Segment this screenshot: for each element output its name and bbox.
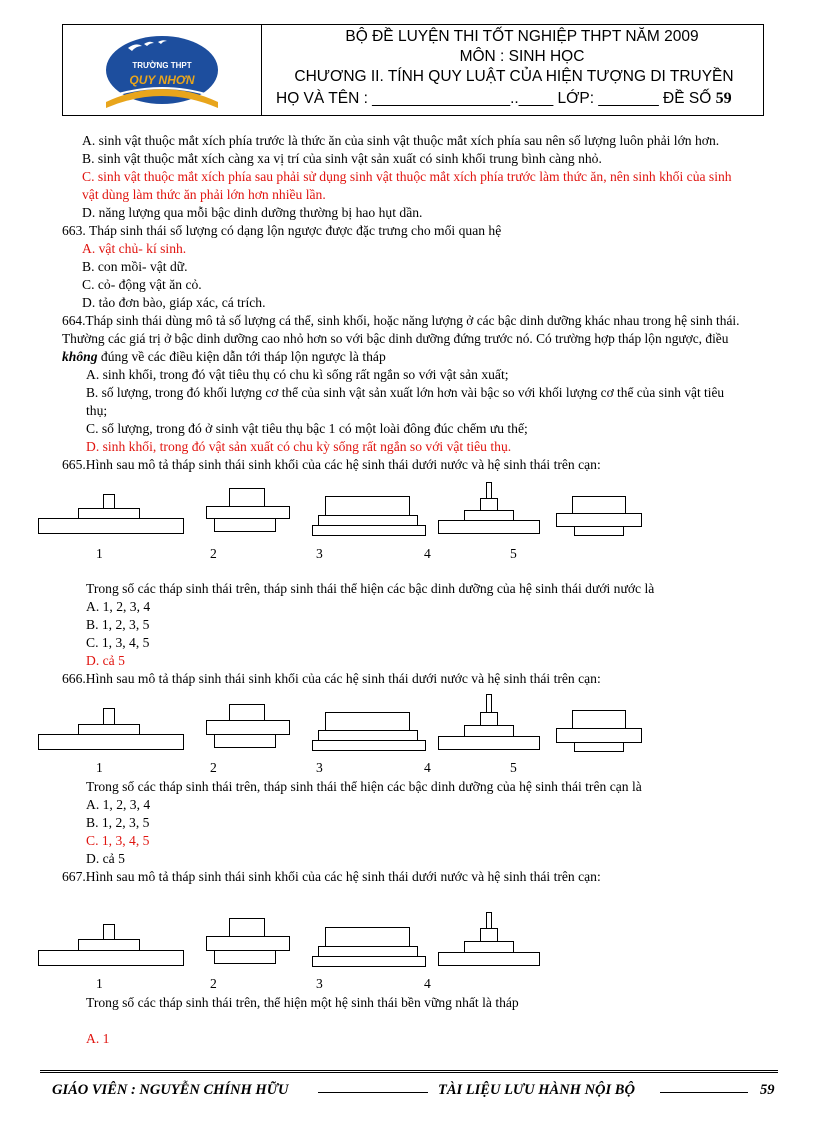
q666-option-a: A. 1, 2, 3, 4: [86, 797, 151, 812]
pyramid-2-middle: [206, 506, 290, 519]
q667-label-4: 4: [424, 976, 431, 991]
q666-option-b: B. 1, 2, 3, 5: [86, 815, 150, 830]
footer-teacher: GIÁO VIÊN : NGUYỄN CHÍNH HỮU: [52, 1082, 289, 1098]
q663-option-b: B. con mồi- vật dữ.: [82, 259, 188, 274]
pyramid-2-middle: [206, 720, 290, 735]
q667-label-1: 1: [96, 976, 103, 991]
pyramid-5-middle: [556, 728, 642, 743]
header-line4: [276, 90, 732, 108]
pyramid-2-base: [214, 734, 276, 748]
q664-option-b-line1: B. số lượng, trong đó khối lượng cơ thể của sinh vật sản xuất lớn hơn vài bậc so với khối lượng cơ thể của sinh vật tiêu: [86, 385, 725, 400]
q665-stem: 665.Hình sau mô tả tháp sinh thái sinh khối của các hệ sinh thái dưới nước và hệ sinh thái trên cạn:: [62, 457, 601, 472]
q662-option-b: B. sinh vật thuộc mắt xích càng xa vị trí của sinh vật sản xuất có sinh khối trung bình càng nhỏ.: [82, 151, 602, 166]
pyramid-3-top: [325, 712, 410, 731]
q666-question: Trong số các tháp sinh thái trên, tháp sinh thái thể hiện các bậc dinh dưỡng của hệ sinh thái trên cạn là: [86, 779, 642, 794]
q665-option-d: D. cả 5: [86, 653, 125, 668]
pyramid-3-middle: [318, 730, 418, 741]
q666-option-d: D. cả 5: [86, 851, 125, 866]
header-line3: CHƯƠNG II. TÍNH QUY LUẬT CỦA HIỆN TƯỢNG DI TRUYỀN: [294, 68, 734, 85]
q664-stem-line1: 664.Tháp sinh thái dùng mô tả số lượng cá thể, sinh khối, hoặc năng lượng ở các bậc dinh dưỡng khác nhau trong hệ sinh thái.: [62, 313, 740, 328]
pyramid-1-base: [38, 518, 184, 534]
q666-label-2: 2: [210, 760, 217, 775]
pyramid-5-middle: [556, 513, 642, 527]
pyramid-5-top: [572, 496, 626, 514]
pyramid-2-top: [229, 918, 265, 937]
footer-divider: [40, 1070, 778, 1073]
q667-question: Trong số các tháp sinh thái trên, thể hiện một hệ sinh thái bền vững nhất là tháp: [86, 995, 519, 1010]
q664-stem-line3: [62, 348, 386, 366]
pyramid-2-top: [229, 704, 265, 721]
pyramid-4-top: [486, 694, 492, 713]
q666-label-5: 5: [510, 760, 517, 775]
q665-option-c: C. 1, 3, 4, 5: [86, 635, 150, 650]
pyramid-4-top: [486, 912, 492, 929]
pyramid-3-top: [325, 496, 410, 516]
pyramid-3-base: [312, 740, 426, 751]
q666-label-3: 3: [316, 760, 323, 775]
pyramid-5-base: [574, 742, 624, 752]
q665-label-4: 4: [424, 546, 431, 561]
footer-page-number: 59: [760, 1082, 775, 1098]
q662-option-c-line1: C. sinh vật thuộc mắt xích phía sau phải sử dụng sinh vật thuộc mắt xích phía trước làm thức ăn, nên sinh khối của sinh: [82, 169, 732, 184]
pyramid-4-middle: [464, 941, 514, 953]
q666-option-c: C. 1, 3, 4, 5: [86, 833, 150, 848]
q662-option-c-line2: vật dùng làm thức ăn phải lớn hơn nhiều lần.: [82, 187, 326, 202]
footer-rule-1: [318, 1092, 428, 1093]
q665-label-3: 3: [316, 546, 323, 561]
pyramid-4-top: [486, 482, 492, 499]
q663-option-a: A. vật chủ- kí sinh.: [82, 241, 187, 256]
pyramid-4-upper: [480, 712, 498, 726]
pyramid-1-top: [103, 708, 115, 725]
q665-option-a: A. 1, 2, 3, 4: [86, 599, 151, 614]
pyramid-1-middle: [78, 508, 140, 519]
header-line2: MÔN : SINH HỌC: [459, 48, 585, 65]
logo-line2: QUY NHƠN: [129, 73, 195, 87]
pyramid-4-middle: [464, 510, 514, 521]
q664-option-c: C. số lượng, trong đó ở sinh vật tiêu thụ bậc 1 có một loài đông đúc chếm ưu thế;: [86, 421, 528, 436]
pyramid-1-middle: [78, 724, 140, 735]
q664-stem-rest: đúng về các điều kiện dẫn tới tháp lộn ngược là tháp: [97, 349, 386, 364]
pyramid-4-base: [438, 520, 540, 534]
q665-label-1: 1: [96, 546, 103, 561]
pyramid-4-base: [438, 736, 540, 750]
pyramid-5-base: [574, 526, 624, 536]
pyramid-1-base: [38, 950, 184, 966]
pyramid-3-base: [312, 525, 426, 536]
pyramid-2-top: [229, 488, 265, 507]
q666-stem: 666.Hình sau mô tả tháp sinh thái sinh khối của các hệ sinh thái dưới nước và hệ sinh thái trên cạn:: [62, 671, 601, 686]
pyramid-1-base: [38, 734, 184, 750]
footer-rule-2: [660, 1092, 748, 1093]
q662-option-d: D. năng lượng qua mỗi bậc dinh dưỡng thường bị hao hụt dần.: [82, 205, 423, 220]
pyramid-3-middle: [318, 946, 418, 957]
pyramid-4-base: [438, 952, 540, 966]
pyramid-3-base: [312, 956, 426, 967]
exam-number: 59: [715, 90, 732, 107]
q663-option-c: C. cỏ- động vật ăn cỏ.: [82, 277, 202, 292]
q662-option-a: A. sinh vật thuộc mắt xích phía trước là thức ăn của sinh vật thuộc mắt xích phía sau nên số lượng luôn phải lớn hơn.: [82, 133, 720, 148]
q667-label-3: 3: [316, 976, 323, 991]
q665-label-2: 2: [210, 546, 217, 561]
pyramid-3-middle: [318, 515, 418, 526]
footer-document: TÀI LIỆU LƯU HÀNH NỘI BỘ: [438, 1082, 635, 1098]
pyramid-2-base: [214, 518, 276, 532]
q664-keyword: không: [62, 349, 98, 364]
school-logo: [62, 24, 260, 114]
q664-option-a: A. sinh khối, trong đó vật tiêu thụ có chu kì sống rất ngắn so với vật sản xuất;: [86, 367, 509, 382]
q664-option-b-line2: thụ;: [86, 403, 108, 418]
q667-label-2: 2: [210, 976, 217, 991]
pyramid-2-base: [214, 950, 276, 964]
logo-line1: TRƯỜNG THPT: [132, 61, 192, 70]
q664-option-d: D. sinh khối, trong đó vật sản xuất có chu kỳ sống rất ngắn so với vật tiêu thụ.: [86, 439, 512, 454]
pyramid-1-top: [103, 924, 115, 940]
q667-option-a: A. 1: [86, 1031, 110, 1046]
q665-option-b: B. 1, 2, 3, 5: [86, 617, 150, 632]
name-class-line: HỌ VÀ TÊN : ________________..____ LỚP: _______ ĐỀ SỐ: [276, 90, 716, 107]
q665-label-5: 5: [510, 546, 517, 561]
pyramid-4-upper: [480, 928, 498, 942]
q664-stem-line2: Thường các giá trị ở bậc dinh dưỡng cao nhỏ hơn so với bậc dinh dưỡng đứng trước nó. Có trường hợp tháp lộn ngược, điều: [62, 331, 729, 346]
header-line1: BỘ ĐỀ LUYỆN THI TỐT NGHIỆP THPT NĂM 2009: [345, 28, 699, 45]
pyramid-3-top: [325, 927, 410, 947]
logo-cell: [62, 24, 262, 116]
q666-label-1: 1: [96, 760, 103, 775]
q663-option-d: D. tảo đơn bào, giáp xác, cá trích.: [82, 295, 266, 310]
pyramid-2-middle: [206, 936, 290, 951]
pyramid-1-middle: [78, 939, 140, 951]
pyramid-4-middle: [464, 725, 514, 737]
q665-question: Trong số các tháp sinh thái trên, tháp sinh thái thể hiện các bậc dinh dưỡng của hệ sinh thái dưới nước là: [86, 581, 655, 596]
pyramid-1-top: [103, 494, 115, 509]
q667-stem: 667.Hình sau mô tả tháp sinh thái sinh khối của các hệ sinh thái dưới nước và hệ sinh thái trên cạn:: [62, 869, 601, 884]
q666-label-4: 4: [424, 760, 431, 775]
pyramid-5-top: [572, 710, 626, 729]
pyramid-4-upper: [480, 498, 498, 511]
q663-stem: 663. Tháp sinh thái số lượng có dạng lộn ngược được đặc trưng cho mối quan hệ: [62, 223, 502, 238]
